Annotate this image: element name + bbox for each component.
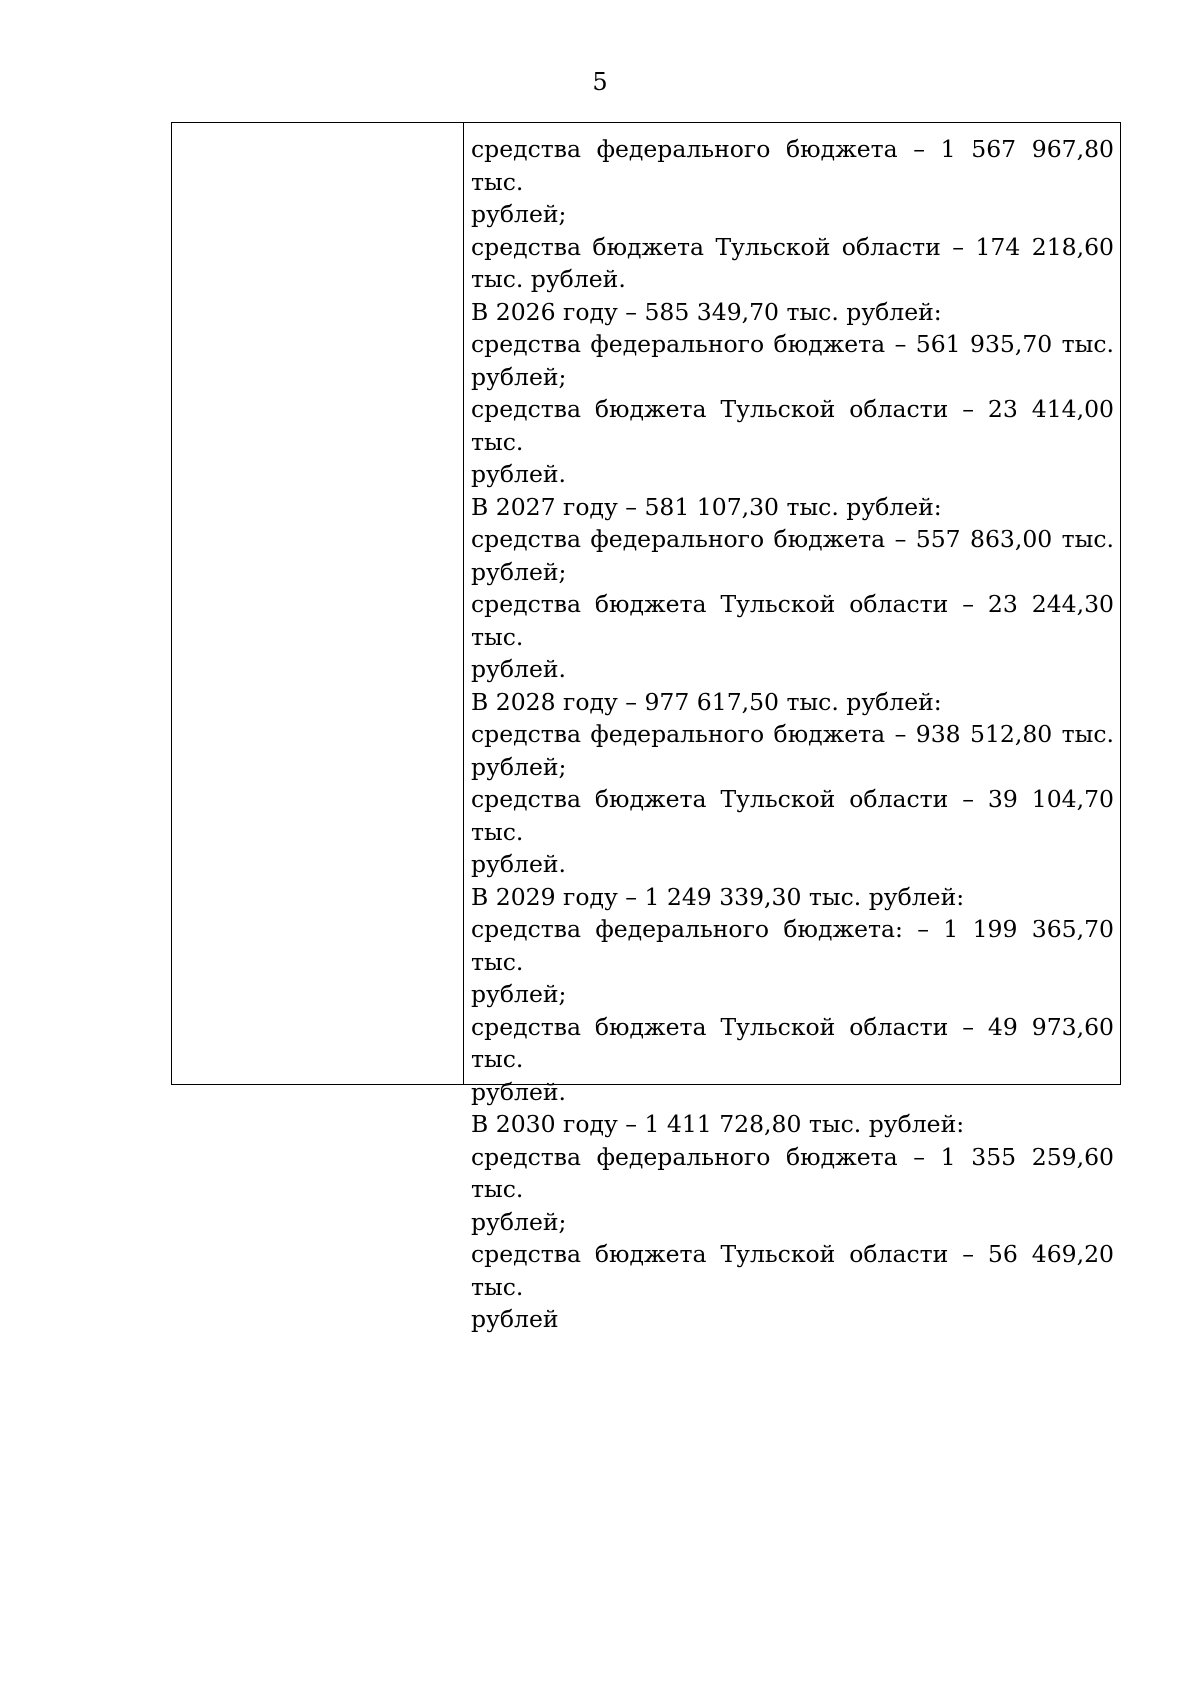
text-line: средства бюджета Тульской области – 174 218,60	[471, 232, 1114, 261]
text-line: рублей	[471, 1305, 559, 1333]
text-line: рублей.	[471, 850, 566, 878]
text-line: тыс. рублей.	[471, 265, 626, 293]
text-line: средства федерального бюджета – 557 863,00 тыс.	[471, 525, 1114, 553]
text-line: рублей.	[471, 655, 566, 683]
text-line: рублей;	[471, 980, 567, 1008]
text-line: средства бюджета Тульской области – 23 414,00 тыс.	[471, 395, 1114, 456]
table-left-cell	[172, 123, 464, 1084]
text-line: рублей.	[471, 1077, 566, 1106]
text-line: В 2029 году – 1 249 339,30 тыс. рублей:	[471, 882, 965, 911]
text-line: средства федерального бюджета – 1 567 967,80 тыс.	[471, 135, 1114, 196]
text-line: средства бюджета Тульской области – 39 104,70 тыс.	[471, 785, 1114, 846]
text-line: средства федерального бюджета – 561 935,70 тыс.	[471, 330, 1114, 358]
text-line: В 2030 году – 1 411 728,80 тыс. рублей:	[471, 1110, 965, 1138]
text-line: рублей;	[471, 557, 567, 586]
text-line: В 2026 году – 585 349,70 тыс. рублей:	[471, 297, 942, 326]
text-line: средства федерального бюджета: – 1 199 365,70 тыс.	[471, 915, 1114, 976]
text-line: средства федерального бюджета – 938 512,80 тыс.	[471, 720, 1114, 748]
text-line: средства бюджета Тульской области – 23 244,30 тыс.	[471, 590, 1114, 651]
text-line: рублей;	[471, 200, 567, 228]
text-line: рублей;	[471, 1207, 567, 1236]
text-line: средства бюджета Тульской области – 49 973,60 тыс.	[471, 1012, 1114, 1073]
table-right-cell	[464, 123, 1120, 1333]
page-number: 5	[592, 68, 608, 96]
text-line: В 2028 году – 977 617,50 тыс. рублей:	[471, 687, 942, 716]
text-line: рублей;	[471, 362, 567, 391]
text-line: рублей;	[471, 752, 567, 781]
text-line: средства бюджета Тульской области – 56 469,20 тыс.	[471, 1240, 1114, 1301]
text-line: средства федерального бюджета – 1 355 259,60 тыс.	[471, 1142, 1114, 1203]
text-line: В 2027 году – 581 107,30 тыс. рублей:	[471, 492, 942, 521]
funding-table	[171, 122, 1121, 1333]
text-line: рублей.	[471, 460, 566, 488]
